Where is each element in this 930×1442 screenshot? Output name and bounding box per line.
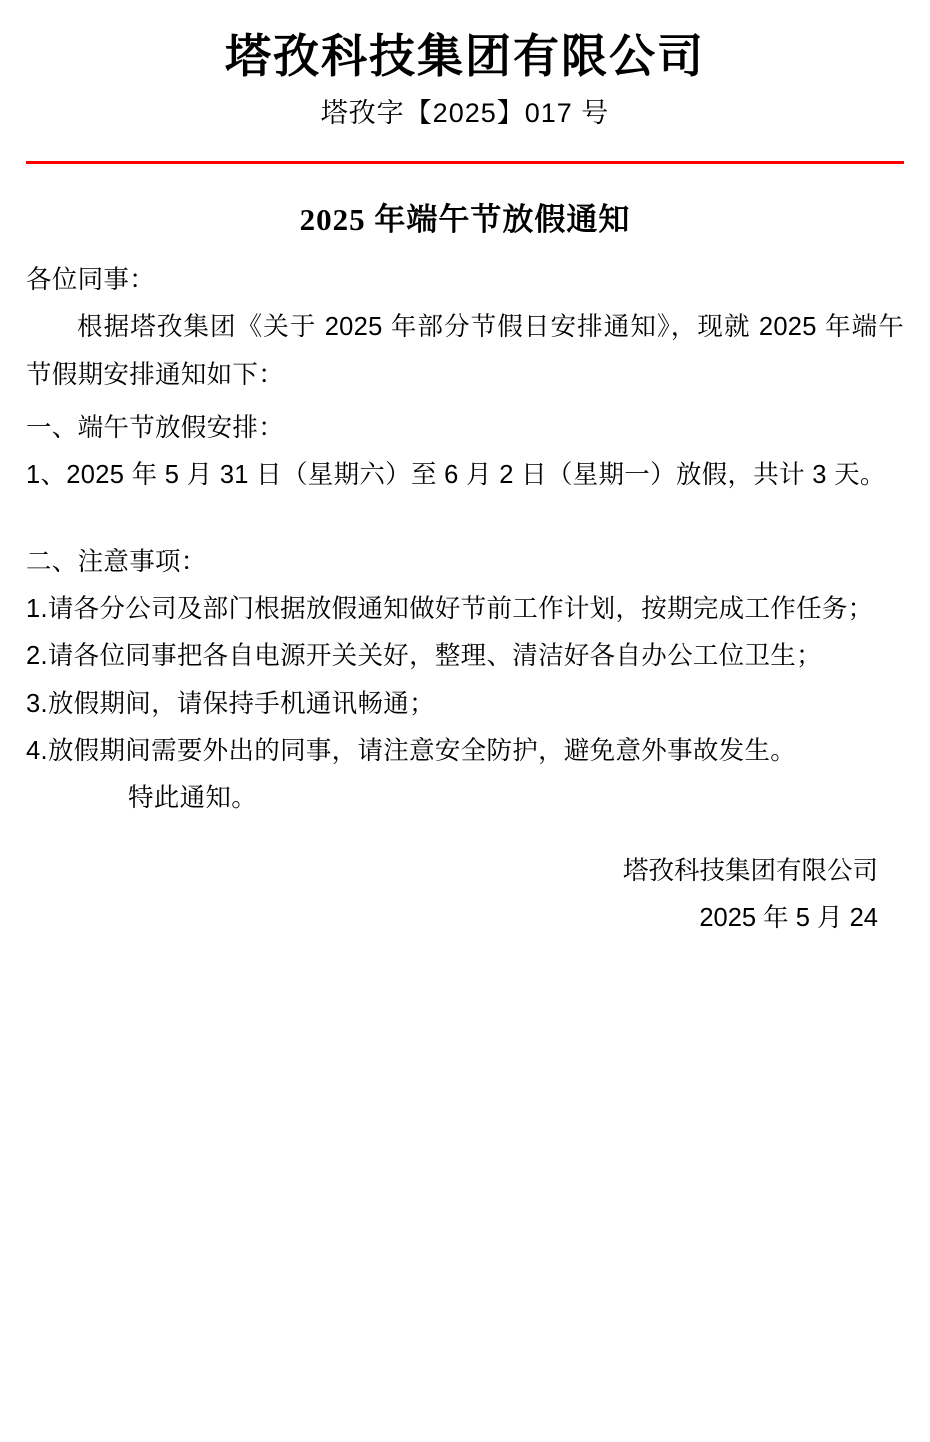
signature-date: 2025 年 5 月 24 [699, 904, 878, 933]
signature-block [26, 848, 904, 942]
intro-paragraph: 根据塔孜集团《关于 2025 年部分节假日安排通知》，现就 2025 年端午节假期安排通知如下： [26, 313, 904, 389]
section-one-item: 1、2025 年 5 月 31 日（星期六）至 6 月 2 日（星期一）放假，共计 3 天。 [26, 460, 886, 489]
document-subject-title: 2025 年端午节放假通知 [299, 202, 631, 238]
company-title: 塔孜科技集团有限公司 [225, 31, 705, 82]
signature-company: 塔孜科技集团有限公司 [622, 857, 878, 886]
salutation: 各位同事： [26, 266, 156, 295]
section-two-title: 二、注意事项： [26, 548, 207, 577]
document-body [26, 257, 904, 822]
section-one-title: 一、端午节放假安排： [26, 413, 285, 442]
red-divider-rule [26, 161, 904, 164]
closing-line: 特此通知。 [128, 784, 258, 812]
document-header [26, 26, 904, 135]
section-two-item: 1.请各分公司及部门根据放假通知做好节前工作计划，按期完成工作任务； [26, 595, 874, 624]
section-spacer [26, 499, 904, 533]
section-two-item: 3.放假期间，请保持手机通讯畅通； [26, 689, 435, 718]
section-two-item: 2.请各位同事把各自电源开关关好，整理、清洁好各自办公工位卫生； [26, 642, 822, 671]
document-number: 塔孜字【2025】017 号 [320, 98, 610, 129]
section-two-item: 4.放假期间需要外出的同事，请注意安全防护，避免意外事故发生。 [26, 736, 797, 765]
